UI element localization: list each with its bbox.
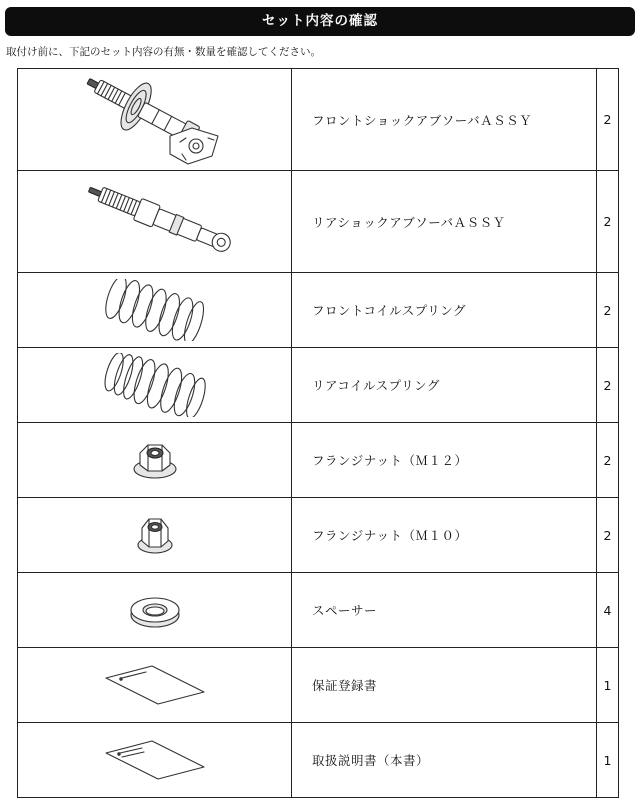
part-quantity: 1 <box>597 723 619 798</box>
parts-table <box>17 68 619 798</box>
table-row <box>18 423 619 498</box>
part-name: フロントショックアブソーバＡＳＳＹ <box>292 69 597 171</box>
part-image-cell <box>18 648 292 723</box>
part-name: スペーサー <box>292 573 597 648</box>
part-name: フランジナット（Ｍ１０） <box>292 498 597 573</box>
part-image-cell <box>18 273 292 348</box>
front-coil-spring-icon <box>100 279 210 341</box>
table-row <box>18 498 619 573</box>
table-row <box>18 69 619 171</box>
table-row <box>18 723 619 798</box>
part-quantity: 2 <box>597 69 619 171</box>
part-quantity: 2 <box>597 423 619 498</box>
warranty-card-icon <box>100 662 210 708</box>
part-quantity: 2 <box>597 171 619 273</box>
table-row <box>18 648 619 723</box>
table-row <box>18 171 619 273</box>
flange-nut-m12-icon <box>130 439 180 481</box>
part-image-cell <box>18 573 292 648</box>
part-name: リアコイルスプリング <box>292 348 597 423</box>
table-row <box>18 348 619 423</box>
part-image-cell <box>18 423 292 498</box>
part-quantity: 2 <box>597 273 619 348</box>
rear-shock-absorber-icon <box>70 174 240 270</box>
part-name: リアショックアブソーバＡＳＳＹ <box>292 171 597 273</box>
part-image-cell <box>18 723 292 798</box>
section-title: セット内容の確認 <box>5 7 635 36</box>
part-name: 保証登録書 <box>292 648 597 723</box>
part-name: 取扱説明書（本書） <box>292 723 597 798</box>
part-name: フロントコイルスプリング <box>292 273 597 348</box>
flange-nut-m10-icon <box>132 514 178 556</box>
part-quantity: 2 <box>597 498 619 573</box>
part-image-cell <box>18 69 292 171</box>
spacer-icon <box>127 589 183 631</box>
part-name: フランジナット（Ｍ１２） <box>292 423 597 498</box>
rear-coil-spring-icon <box>100 353 210 417</box>
front-shock-absorber-icon <box>70 72 240 168</box>
intro-text: 取付け前に、下記のセット内容の有無・数量を確認してください。 <box>6 46 321 58</box>
part-quantity: 2 <box>597 348 619 423</box>
table-row <box>18 273 619 348</box>
part-image-cell <box>18 498 292 573</box>
table-row <box>18 573 619 648</box>
part-quantity: 4 <box>597 573 619 648</box>
instruction-manual-icon <box>100 737 210 783</box>
part-image-cell <box>18 348 292 423</box>
part-quantity: 1 <box>597 648 619 723</box>
part-image-cell <box>18 171 292 273</box>
